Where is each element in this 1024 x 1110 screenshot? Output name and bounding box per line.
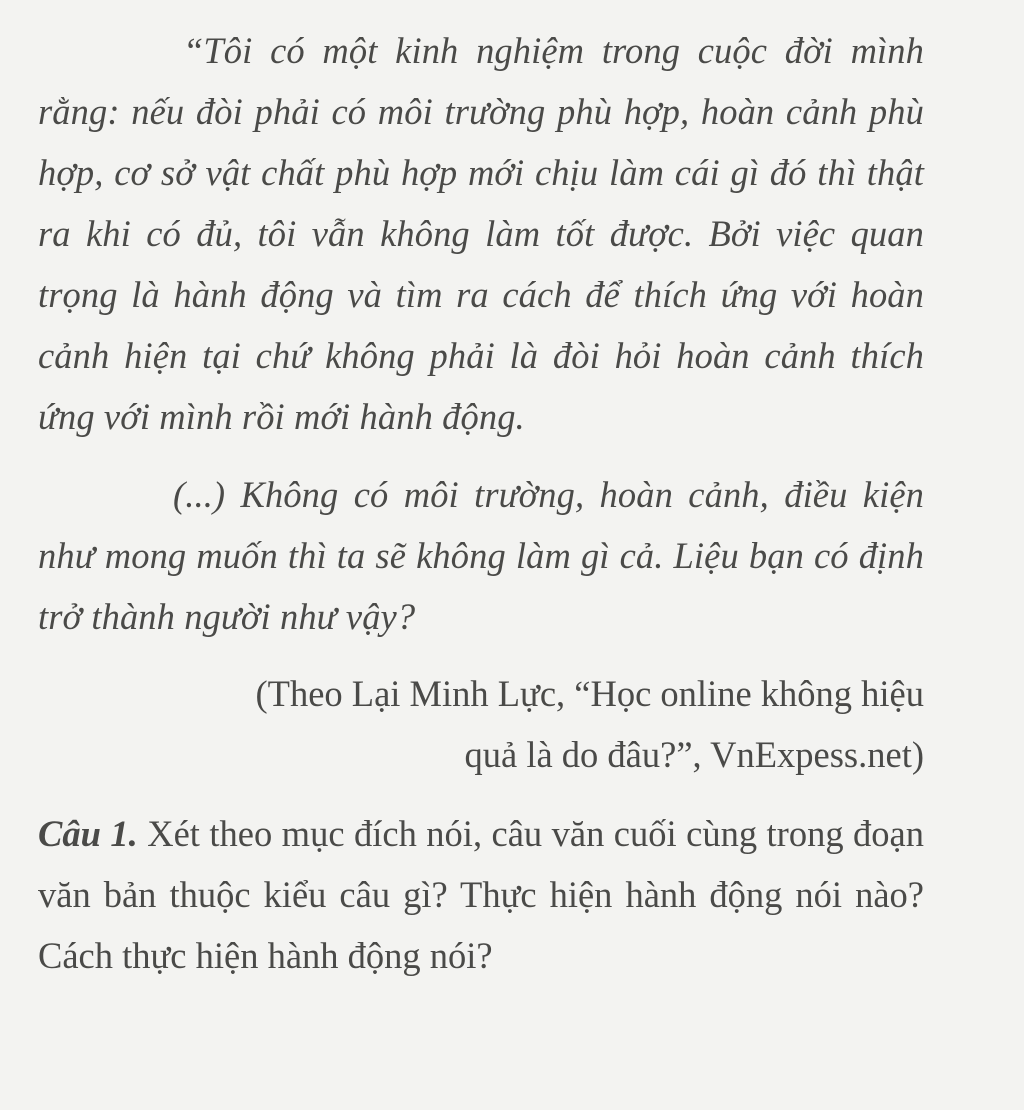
- passage-paragraph-2: (...) Không có môi trường, hoàn cảnh, điều kiện như mong muốn thì ta sẽ không làm gì cả. Liệu bạn có định trở thành người như vậy?: [38, 474, 924, 637]
- passage-paragraph-1: “Tôi có một kinh nghiệm trong cuộc đời mình rằng: nếu đòi phải có môi trường phù hợp, hoàn cảnh phù hợp, cơ sở vật chất phù hợp mới chịu làm cái gì đó thì thật ra khi có đủ, tôi vẫn không làm tốt được. Bởi việc quan trọng là hành động và tìm ra cách để thích ứng với hoàn cảnh hiện tại chứ không phải là đòi hỏi hoàn cảnh thích ứng với mình rồi mới hành động.: [38, 30, 924, 437]
- question-1: [38, 803, 924, 986]
- quoted-passage: [38, 20, 924, 647]
- question-label: Câu 1.: [38, 813, 138, 854]
- source-line-2: quả là do đâu?”, VnExpess.net): [464, 734, 924, 775]
- source-citation: [38, 663, 924, 785]
- source-line-1: (Theo Lại Minh Lực, “Học online không hiệu: [255, 673, 924, 714]
- question-text: Xét theo mục đích nói, câu văn cuối cùng trong đoạn văn bản thuộc kiểu câu gì? Thực hiện hành động nói nào? Cách thực hiện hành động nói?: [38, 813, 924, 976]
